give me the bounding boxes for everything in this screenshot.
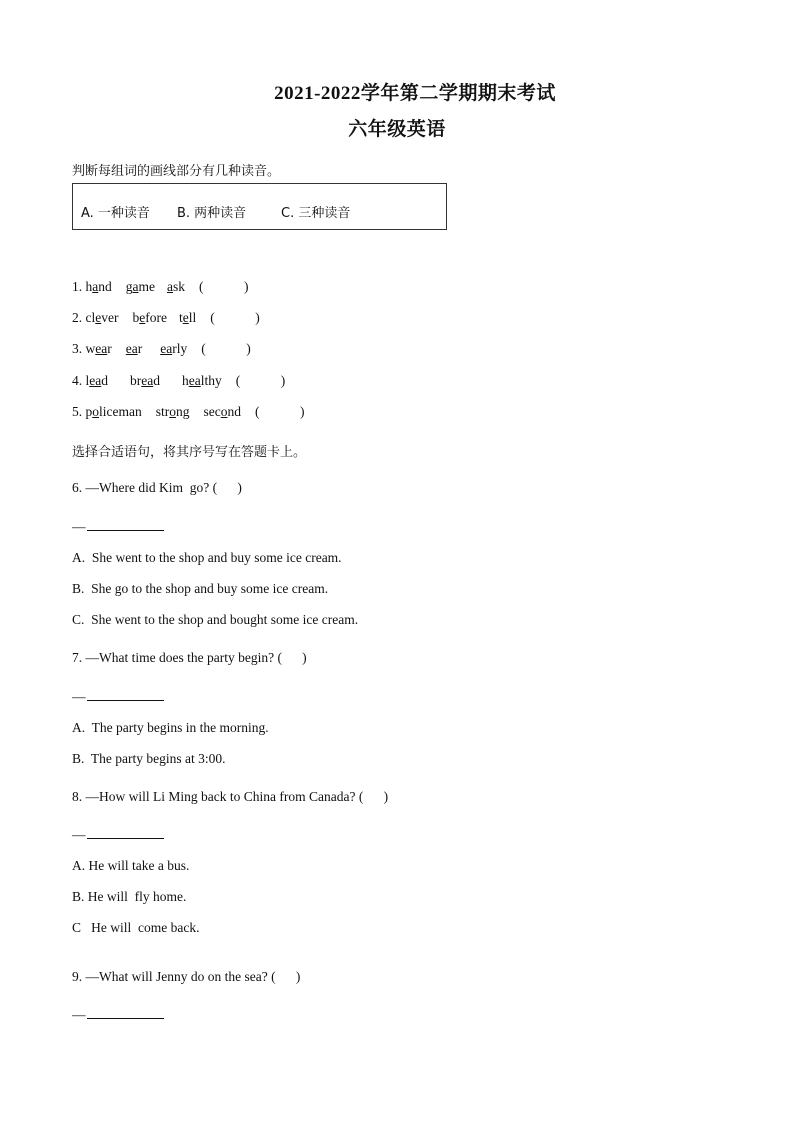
blank-line — [87, 1006, 164, 1019]
phonics-word — [203, 404, 241, 420]
blank-line — [87, 518, 164, 531]
phonics-question-2 — [72, 310, 260, 326]
blank-line — [87, 688, 164, 701]
question-6-option-a: A. She went to the shop and buy some ice cream. — [72, 550, 342, 565]
underlined-letters: e — [139, 310, 146, 325]
underlined-letters: o — [169, 404, 176, 419]
word-suffix: ng — [175, 404, 190, 419]
word-suffix: me — [138, 279, 155, 294]
underlined-letters: ea — [141, 373, 154, 388]
phonics-word — [86, 279, 112, 295]
question-8-option-b: B. He will fly home. — [72, 889, 187, 904]
word-suffix: r — [137, 341, 143, 356]
question-6-option-b: B. She go to the shop and buy some ice cream. — [72, 581, 329, 596]
phonics-word — [86, 310, 119, 326]
phonics-question-3 — [72, 341, 251, 357]
answer-dash: — — [72, 689, 86, 704]
question-8-option-c: C He will come back. — [72, 920, 200, 935]
word-prefix: h — [181, 373, 189, 388]
word-suffix: nd — [98, 279, 112, 294]
phonics-word — [126, 279, 155, 295]
phonics-word — [167, 279, 185, 295]
question-7-stem: 7. —What time does the party begin? ( ) — [72, 650, 307, 665]
answer-blank — [72, 1006, 164, 1023]
answer-dash: — — [72, 519, 86, 534]
question-6-option-c: C. She went to the shop and bought some ice cream. — [72, 612, 359, 627]
word-suffix: d — [153, 373, 160, 388]
word-suffix: fore — [145, 310, 167, 325]
answer-dash: — — [72, 1007, 86, 1022]
word-suffix: ll — [188, 310, 197, 325]
question-8-stem: 8. —How will Li Ming back to China from Canada? ( ) — [72, 789, 389, 804]
exam-title: 2021-2022学年第二学期期末考试 — [274, 83, 556, 104]
question-number: 4. — [72, 373, 86, 388]
section2-instruction: 选择合适语句，将其序号写在答题卡上。 — [72, 445, 307, 460]
phonics-word — [86, 404, 142, 420]
underlined-letters: o — [92, 404, 99, 419]
word-prefix: cl — [85, 310, 96, 325]
underlined-letters: ea — [188, 373, 201, 388]
phonics-question-5 — [72, 404, 304, 420]
phonics-word — [133, 310, 167, 326]
word-suffix: sk — [173, 279, 186, 294]
question-9-stem: 9. —What will Jenny do on the sea? ( ) — [72, 969, 301, 984]
question-8-option-a: A. He will take a bus. — [72, 858, 190, 873]
phonics-question-1 — [72, 279, 249, 295]
word-suffix: ver — [101, 310, 119, 325]
underlined-letters: ea — [160, 341, 173, 356]
question-number: 1. — [72, 279, 86, 294]
question-number: 5. — [72, 404, 86, 419]
phonics-word — [86, 341, 112, 357]
word-suffix: rly — [172, 341, 188, 356]
answer-parentheses: ( ) — [201, 341, 251, 356]
word-prefix: t — [178, 310, 183, 325]
phonics-word — [130, 373, 160, 389]
answer-parentheses: ( ) — [210, 310, 260, 325]
phonics-question-4 — [72, 373, 285, 389]
answer-parentheses: ( ) — [199, 279, 249, 294]
underlined-letters: e — [182, 310, 189, 325]
word-prefix: br — [130, 373, 142, 388]
options-box — [72, 183, 447, 230]
underlined-letters: e — [95, 310, 102, 325]
option-b: B. 两种读音 — [177, 206, 247, 221]
word-prefix: str — [155, 404, 170, 419]
section1-instruction: 判断每组词的画线部分有几种读音。 — [72, 164, 281, 179]
answer-parentheses: ( ) — [235, 373, 286, 388]
question-7-option-a: A. The party begins in the morning. — [72, 720, 269, 735]
question-number: 2. — [72, 310, 86, 325]
answer-blank — [72, 826, 164, 843]
word-prefix: sec — [203, 404, 221, 419]
answer-parentheses: ( ) — [254, 404, 305, 419]
underlined-letters: a — [132, 279, 139, 294]
answer-dash: — — [72, 827, 86, 842]
underlined-letters: ea — [125, 341, 138, 356]
word-prefix: b — [132, 310, 140, 325]
word-suffix: r — [107, 341, 112, 356]
option-a: A. 一种读音 — [81, 206, 150, 221]
phonics-word — [86, 373, 109, 389]
phonics-word — [160, 341, 187, 357]
option-c: C. 三种读音 — [281, 206, 351, 221]
exam-subtitle: 六年级英语 — [348, 119, 446, 140]
question-number: 3. — [72, 341, 86, 356]
word-prefix: p — [85, 404, 93, 419]
question-7-option-b: B. The party begins at 3:00. — [72, 751, 226, 766]
word-prefix: h — [85, 279, 93, 294]
answer-blank — [72, 688, 164, 705]
phonics-word — [179, 310, 196, 326]
word-suffix: d — [101, 373, 108, 388]
underlined-letters: ea — [95, 341, 108, 356]
answer-blank — [72, 518, 164, 535]
phonics-word — [126, 341, 142, 357]
word-prefix: w — [85, 341, 96, 356]
word-suffix: nd — [227, 404, 241, 419]
underlined-letters: o — [220, 404, 228, 419]
blank-line — [87, 826, 164, 839]
phonics-word — [182, 373, 222, 389]
underlined-letters: a — [92, 279, 99, 294]
word-prefix: g — [125, 279, 133, 294]
word-suffix: lthy — [200, 373, 222, 388]
underlined-letters: ea — [89, 373, 102, 388]
word-prefix: l — [85, 373, 90, 388]
phonics-word — [156, 404, 190, 420]
underlined-letters: a — [167, 279, 173, 294]
question-6-stem: 6. —Where did Kim go? ( ) — [72, 480, 242, 495]
word-suffix: liceman — [99, 404, 142, 419]
